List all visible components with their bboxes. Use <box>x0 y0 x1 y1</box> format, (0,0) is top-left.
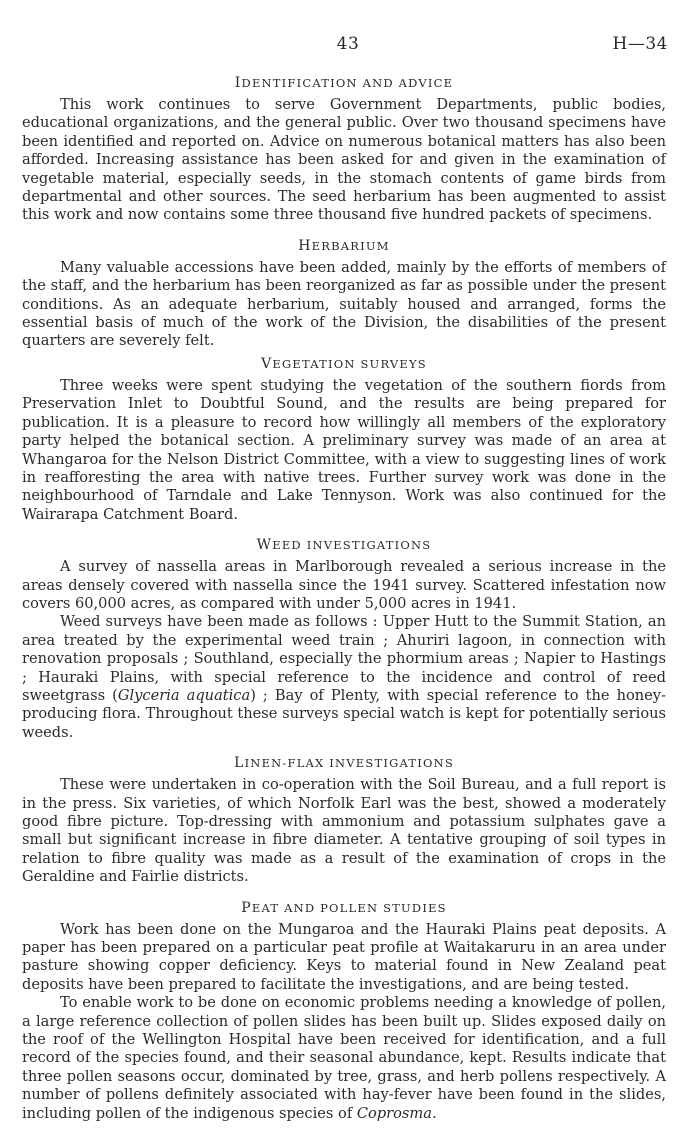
section-heading: IDENTIFICATION AND ADVICE <box>234 75 454 91</box>
text-run: To enable work to be done on economic problems needing a knowledge of pollen, a large reference collection of pollen slides has been built up. Slides exposed daily on the roof of the Wellington Hospital have been received for identification, and a full record of the species found, and their seasonal abundance, kept. Results indicate that three pollen seasons occur, dominated by tree, grass, and herb pollens respectively. A number of pollens definitely associated with hay-fever have been found in the slides, including pollen of the indigenous species of <box>22 994 666 1122</box>
section-heading: HERBARIUM <box>298 237 390 254</box>
document-reference: H—34 <box>612 34 668 54</box>
section-vegetation-surveys <box>22 355 666 524</box>
page-body <box>22 74 666 1135</box>
page-header <box>0 34 700 58</box>
text-run: Weed surveys have been made as follows : Upper Hutt to the Summit Station, an area treated by the experimental weed train ; Ahuriri lagoon, in connection with renovation proposals ; Southland, especially the phormium areas ; Napier to Hastings ; Hauraki Plains, with special reference to the incidence and control of reed sweetgrass ( <box>22 613 666 704</box>
paragraph <box>22 994 666 1123</box>
paragraph: These were undertaken in co-operation with the Soil Bureau, and a full report is in the press. Six varieties, of which Norfolk Earl was the best, showed a moderately good fibre picture. Top-dressing with ammonium and potassium sulphates gave a small but significant increase in fibre diameter. A tentative grouping of soil types in relation to fibre quality was made as a result of the examination of crops in the Geraldine and Fairlie districts. <box>22 776 666 886</box>
paragraph: Three weeks were spent studying the vegetation of the southern fiords from Preservation Inlet to Doubtful Sound, and the results are being prepared for publication. It is a pleasure to record how willingly all members of the exploratory party helped the botanical section. A preliminary survey was made of an area at Whangaroa for the Nelson District Committee, with a view to suggesting lines of work in reafforesting the area with native trees. Further survey work was done in the neighbourhood of Tarndale and Lake Tennyson. Work was also continued for the Wairarapa Catchment Board. <box>22 376 666 523</box>
section-linen-flax-investigations <box>22 754 666 886</box>
paragraph: A survey of nassella areas in Marlborough revealed a serious increase in the areas densely covered with nassella since the 1941 survey. Scattered infestation now covers 60,000 acres, as compared with under 5,000 acres in 1941. <box>22 558 666 612</box>
section-heading: WEED INVESTIGATIONS <box>256 537 432 554</box>
species-name: Glyceria aquatica <box>117 686 251 704</box>
section-heading: VEGETATION SURVEYS <box>261 355 427 372</box>
paragraph: Many valuable accessions have been added, mainly by the efforts of members of the staff, and the herbarium has been reorganized as far as possible under the present conditions. As an adequate herbarium, suitably housed and arranged, forms the essential basis of much of the work of the Division, the disabilities of the present quarters are severely felt. <box>22 258 666 350</box>
genus-name: Coprosma <box>356 1104 432 1122</box>
section-heading: PEAT AND POLLEN STUDIES <box>241 899 447 916</box>
text-run: ) ; Bay of Plenty, with special reference to the honey-producing flora. Throughout these surveys special watch is kept for potentially serious weeds. <box>22 686 666 741</box>
page-number: 43 <box>336 34 360 54</box>
paragraph: Work has been done on the Mungaroa and the Hauraki Plains peat deposits. A paper has been prepared on a particular peat profile at Waitakaruru in an area under pasture showing copper deficiency. Keys to material found in New Zealand peat deposits have been prepared to facilitate the investigations, and are being tested. <box>22 920 666 993</box>
section-heading: LINEN-FLAX INVESTIGATIONS <box>234 755 454 772</box>
text-run: . <box>431 1104 437 1122</box>
section-weed-investigations <box>22 536 666 742</box>
section-peat-and-pollen-studies <box>22 899 666 1123</box>
paragraph <box>22 613 666 742</box>
paragraph: This work continues to serve Government Departments, public bodies, educational organizations, and the general public. Over two thousand specimens have been identified and reported on. Advice on numerous botanical matters has also been afforded. Increasing assistance has been asked for and given in the examination of vegetable material, especially seeds, in the stomach contents of game birds from departmental and other sources. The seed herbarium has been augmented to assist this work and now contains some three thousand five hundred packets of specimens. <box>22 96 666 224</box>
section-identification-and-advice <box>22 74 666 225</box>
section-herbarium <box>22 237 666 351</box>
